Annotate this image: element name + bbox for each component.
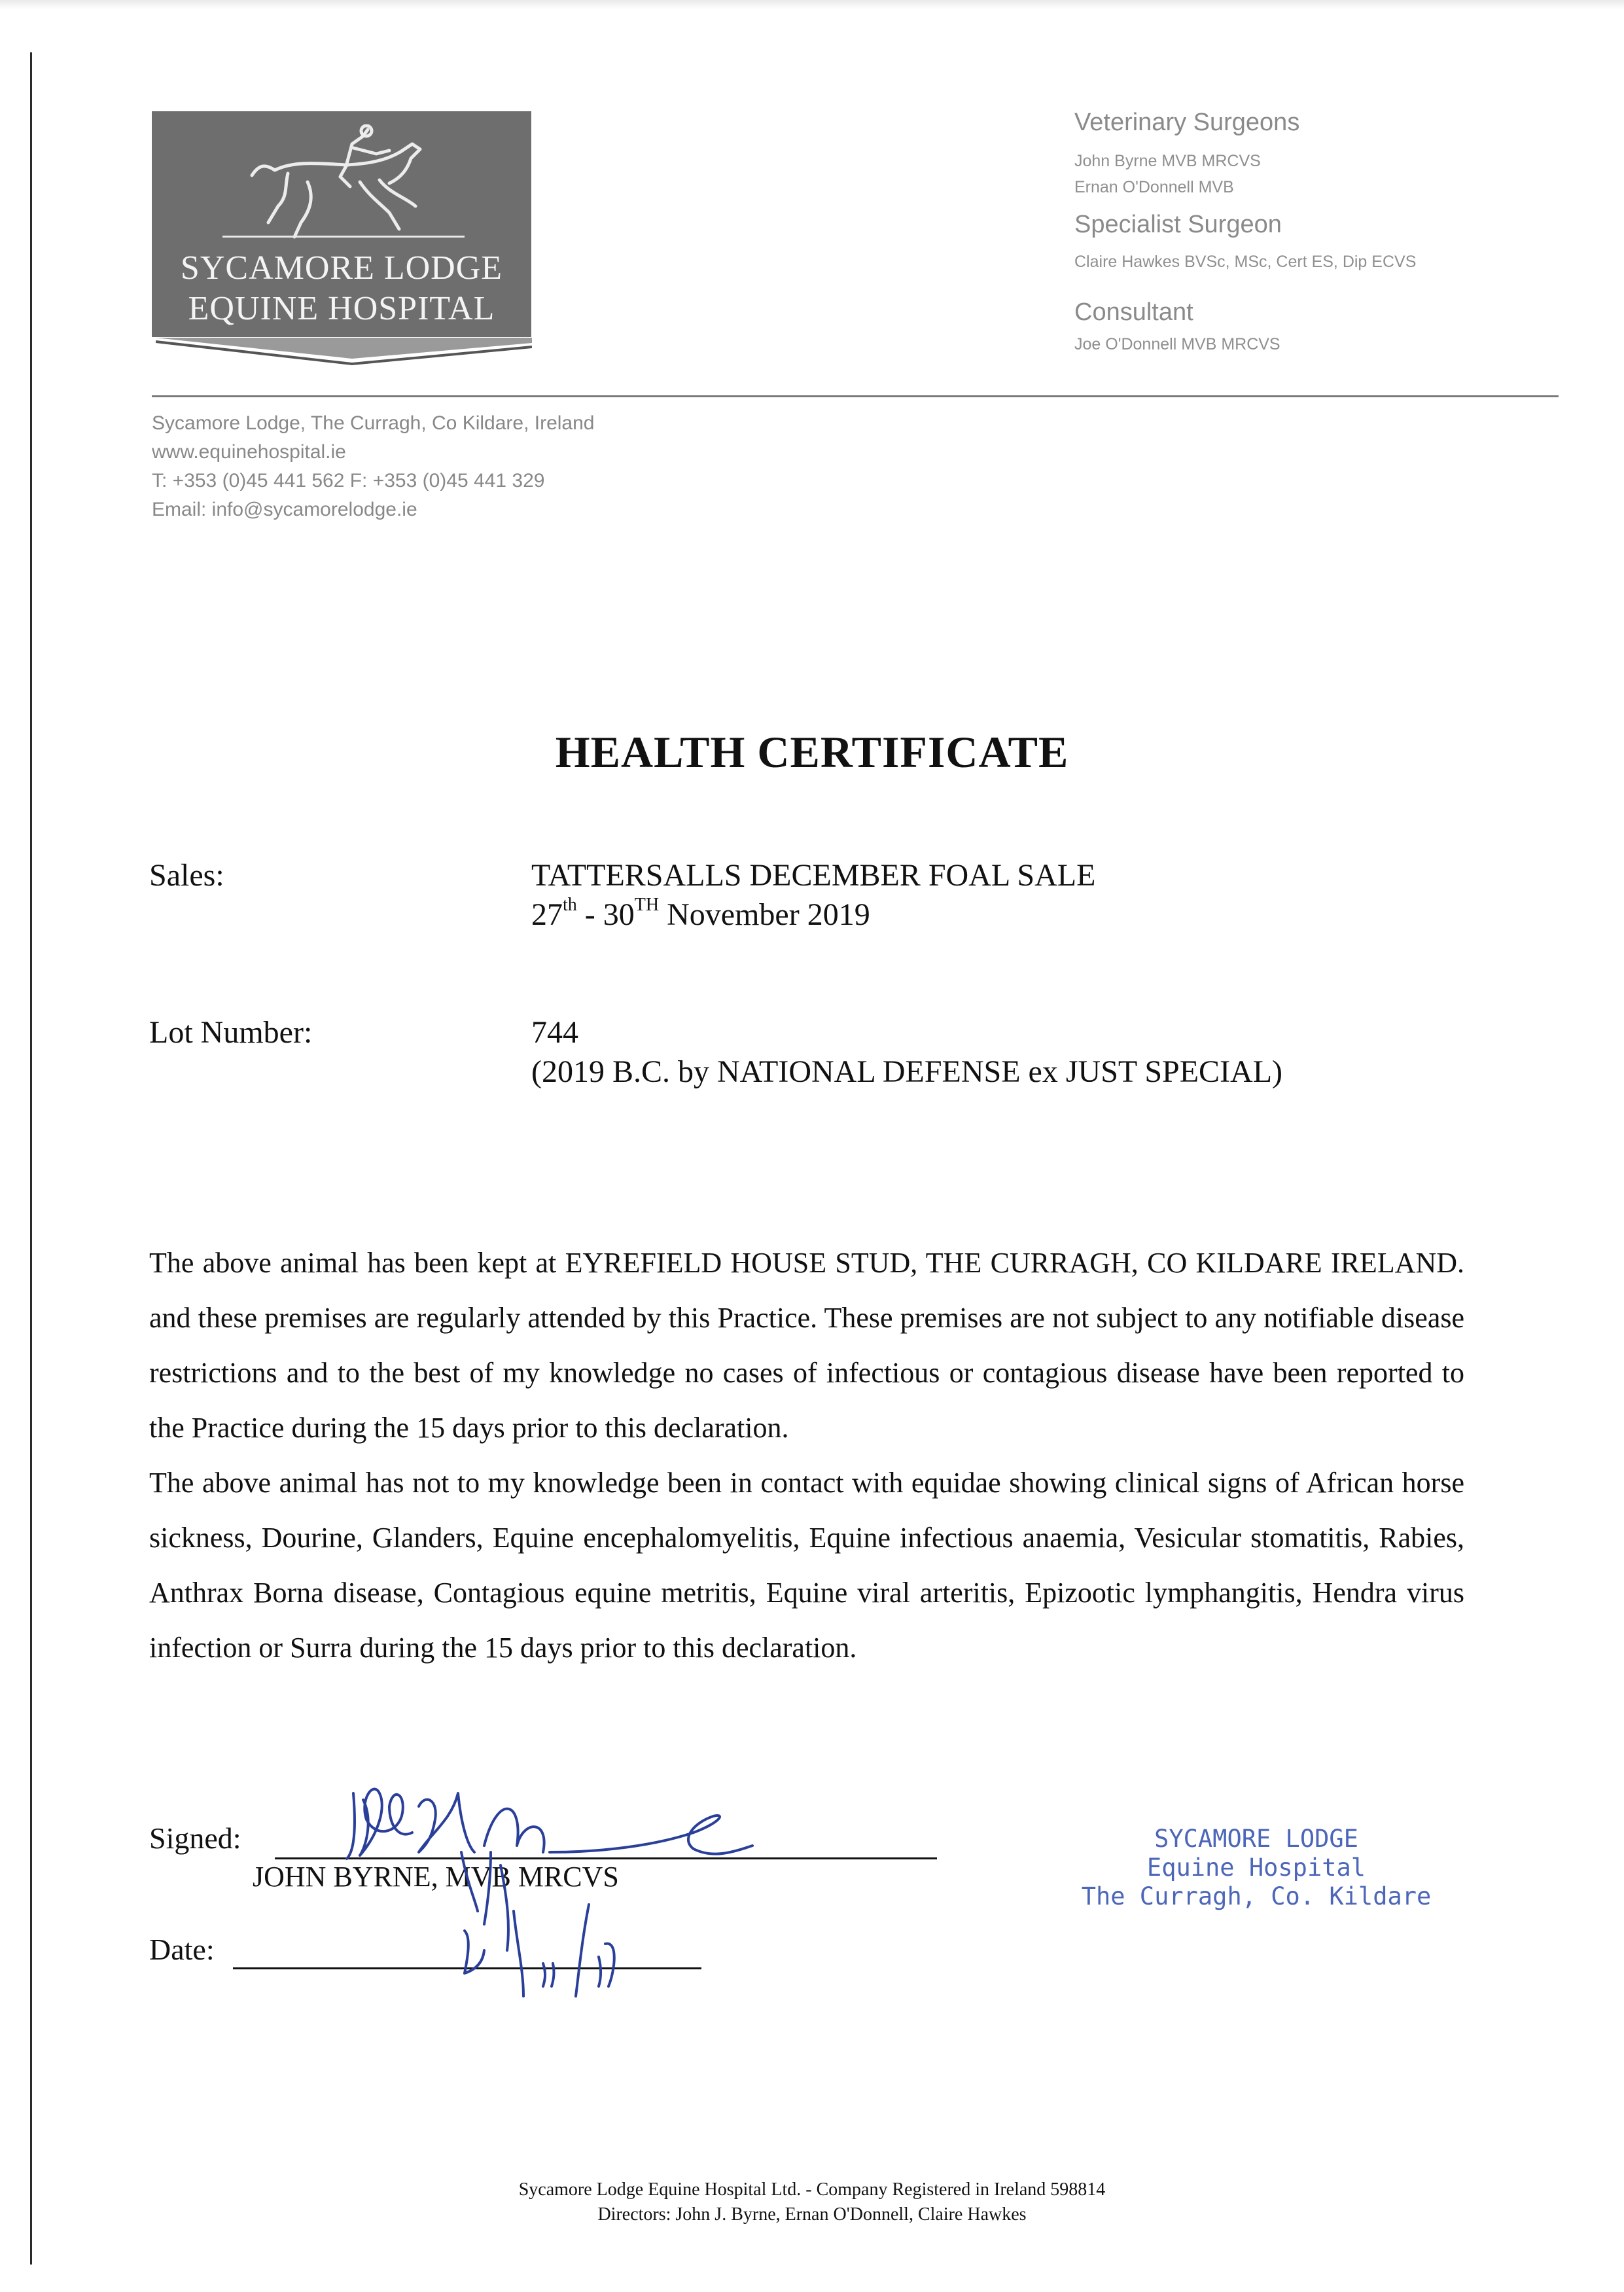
vet-surgeons-title: Veterinary Surgeons — [1074, 109, 1300, 136]
stamp-line2: Equine Hospital — [1146, 1853, 1366, 1882]
website-link[interactable]: www.equinehospital.ie — [152, 441, 346, 463]
left-margin-line — [30, 52, 32, 2265]
declaration-paragraph-1: The above animal has been kept at EYREFIELD HOUSE STUD, THE CURRAGH, CO KILDARE IRELAND. and these premises are regularly attended by this Practice. These premises are not subject to any notifiable disease restrictions and to the best of my knowledge no cases of infectious or contagious disease have been reported to the Practice during the 15 days prior to this declaration. — [149, 1247, 1464, 1444]
sales-label: Sales: — [149, 858, 224, 893]
lot-description: (2019 B.C. by NATIONAL DEFENSE ex JUST SPECIAL) — [531, 1054, 1283, 1089]
sale-month-year: November 2019 — [659, 897, 870, 932]
sale-date-dash: - — [576, 897, 603, 932]
certificate-title: HEALTH CERTIFICATE — [555, 727, 1069, 777]
handwritten-signature-and-date — [327, 1754, 798, 2016]
lot-number: 744 — [531, 1015, 578, 1050]
signatory-name: JOHN BYRNE, MVB MRCVS — [253, 1861, 619, 1893]
consultant-title: Consultant — [1074, 298, 1193, 326]
address-line: Sycamore Lodge, The Curragh, Co Kildare, Ireland — [152, 412, 595, 434]
scan-shadow — [0, 0, 1624, 9]
logo-divider — [222, 236, 465, 238]
email-link[interactable]: Email: info@sycamorelodge.ie — [152, 499, 417, 520]
signed-label: Signed: — [149, 1821, 241, 1855]
specialist-surgeon-title: Specialist Surgeon — [1074, 211, 1282, 238]
declaration-paragraph-2: The above animal has not to my knowledge been in contact with equidae showing clinical signs of African horse sickness, Dourine, Glanders, Equine encephalomyelitis, Equine infectious anaemia, Vesicular stomatitis, Rabies, Anthrax Borna disease, Contagious equine metritis, Equine viral arteritis, Epizootic lymphangitis, Hendra virus infection or Surra during the 15 days prior to this declaration. — [149, 1467, 1464, 1664]
sale-end-suffix: TH — [634, 895, 660, 915]
stamp-line3: The Curragh, Co. Kildare — [1081, 1882, 1432, 1910]
logo-name-line1: SYCAMORE LODGE — [180, 249, 503, 287]
vet-surgeon-1: John Byrne MVB MRCVS — [1074, 152, 1261, 170]
specialist-surgeon-1: Claire Hawkes BVSc, MSc, Cert ES, Dip ECVS — [1074, 253, 1417, 271]
consultant-1: Joe O'Donnell MVB MRCVS — [1074, 335, 1280, 353]
declaration-body — [149, 1236, 1464, 1675]
sale-end-day: 30 — [603, 897, 635, 932]
sale-name: TATTERSALLS DECEMBER FOAL SALE — [531, 858, 1096, 893]
logo-name-line2: EQUINE HOSPITAL — [188, 290, 495, 327]
sale-dates — [531, 897, 870, 933]
stamp-line1: SYCAMORE LODGE — [1154, 1825, 1358, 1853]
sale-start-suffix: th — [563, 895, 577, 915]
date-label: Date: — [149, 1933, 215, 1966]
vet-surgeon-2: Ernan O'Donnell MVB — [1074, 178, 1234, 196]
header-divider — [152, 395, 1559, 397]
footer-company: Sycamore Lodge Equine Hospital Ltd. - Company Registered in Ireland 598814 — [518, 2179, 1106, 2200]
lot-number-label: Lot Number: — [149, 1015, 313, 1050]
footer-directors: Directors: John J. Byrne, Ernan O'Donnell, Claire Hawkes — [597, 2204, 1027, 2225]
phone-fax: T: +353 (0)45 441 562 F: +353 (0)45 441 329 — [152, 470, 545, 492]
sale-start-day: 27 — [531, 897, 563, 932]
horse-and-jockey-icon — [249, 124, 445, 249]
logo-underline-swoosh — [156, 335, 532, 374]
